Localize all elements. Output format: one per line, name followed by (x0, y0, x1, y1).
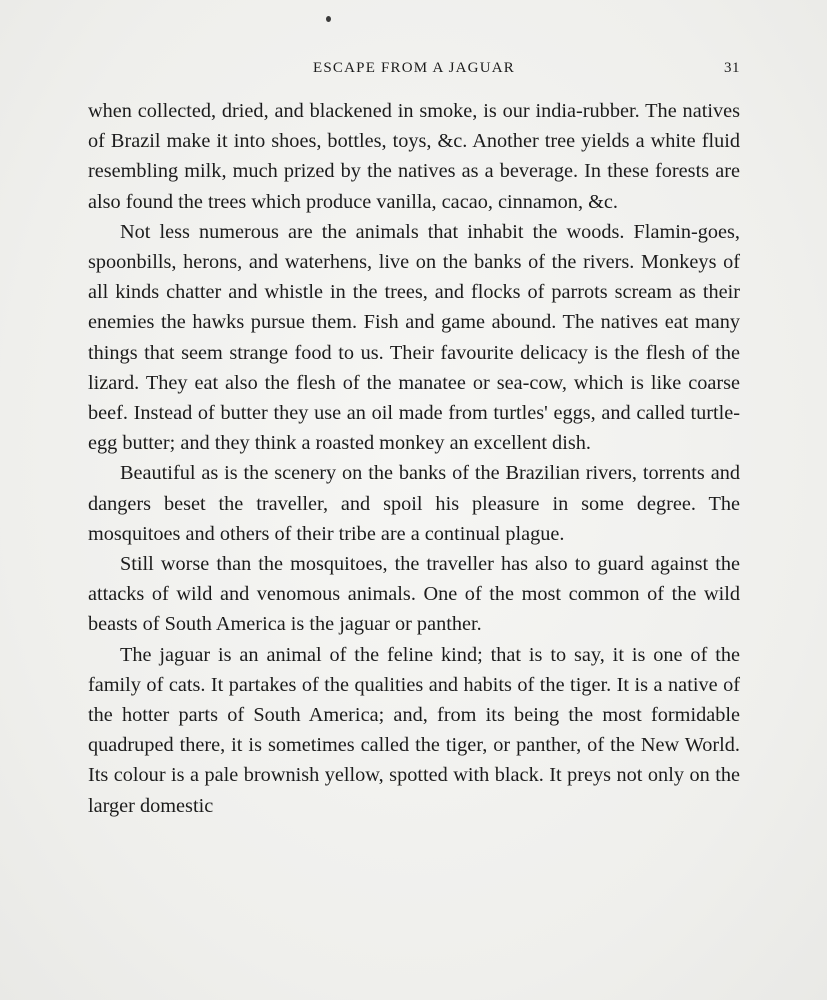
running-title: ESCAPE FROM A JAGUAR (313, 60, 515, 76)
body-text (88, 96, 740, 821)
page-number: 31 (724, 60, 740, 76)
running-head (88, 60, 740, 80)
ink-dot (326, 16, 331, 22)
paragraph-1: when collected, dried, and blackened in smoke, is our india-rubber. The natives of Brazil make it into shoes, bottles, toys, &c. Another tree yields a white fluid resembling milk, much prized by the natives as a beverage. In these forests are also found the trees which produce vanilla, cacao, cinnamon, &c. (88, 100, 740, 213)
paragraph-5: The jaguar is an animal of the feline kind; that is to say, it is one of the family of cats. It partakes of the qualities and habits of the tiger. It is a native of the hotter parts of South America; and, from its being the most formidable quadruped there, it is sometimes called the tiger, or panther, of the New World. Its colour is a pale brownish yellow, spotted with black. It preys not only on the larger domestic (88, 643, 740, 817)
paragraph-2: Not less numerous are the animals that inhabit the woods. Flamin-goes, spoonbills, herons, and waterhens, live on the banks of the rivers. Monkeys of all kinds chatter and whistle in the trees, and flocks of parrots scream as their enemies the hawks pursue them. Fish and game abound. The natives eat many things that seem strange food to us. Their favourite delicacy is the flesh of the lizard. They eat also the flesh of the manatee or sea-cow, which is like coarse beef. Instead of butter they use an oil made from turtles' eggs, and called turtle-egg butter; and they think a roasted monkey an excellent dish. (88, 220, 740, 455)
paragraph-4: Still worse than the mosquitoes, the traveller has also to guard against the attacks of wild and venomous animals. One of the most common of the wild beasts of South America is the jaguar or panther. (88, 553, 740, 636)
paragraph-3: Beautiful as is the scenery on the banks of the Brazilian rivers, torrents and dangers beset the traveller, and spoil his pleasure in some degree. The mosquitoes and others of their tribe are a continual plague. (88, 462, 740, 545)
